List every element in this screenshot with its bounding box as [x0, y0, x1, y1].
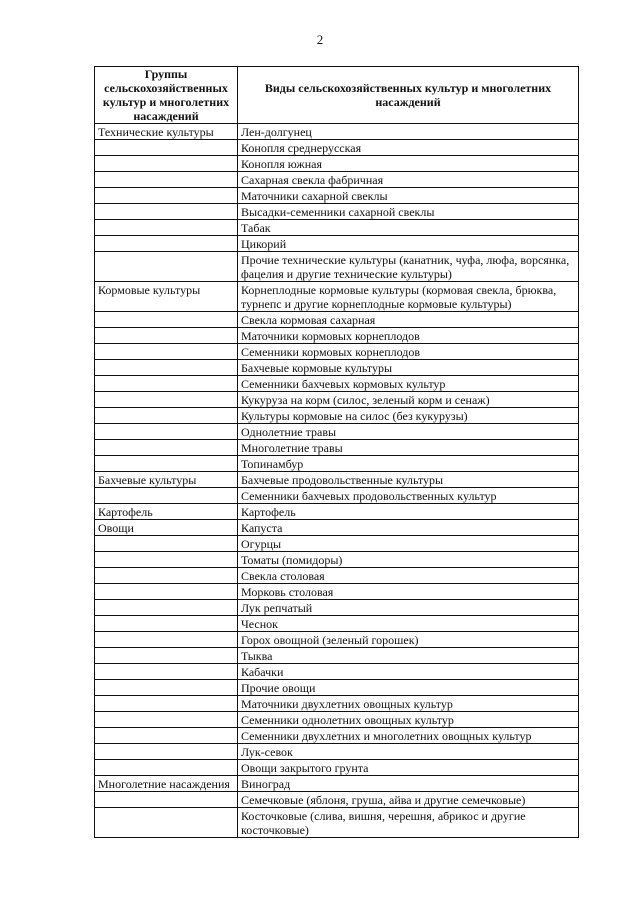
- crop-type-cell: Маточники двухлетних овощных культур: [238, 696, 579, 712]
- crop-type-cell: Семенники однолетних овощных культур: [238, 712, 579, 728]
- table-row: [95, 616, 579, 632]
- group-empty-cell: [95, 680, 238, 696]
- crop-type-cell: Топинамбур: [238, 456, 579, 472]
- group-empty-cell: [95, 328, 238, 344]
- table-row: [95, 568, 579, 584]
- table-row: [95, 392, 579, 408]
- group-empty-cell: [95, 408, 238, 424]
- crop-type-cell: Виноград: [238, 776, 579, 792]
- group-name-cell: Бахчевые культуры: [95, 472, 238, 488]
- group-empty-cell: [95, 312, 238, 328]
- crop-type-cell: Семенники двухлетних и многолетних овощных культур: [238, 728, 579, 744]
- crop-types-table: [94, 66, 579, 838]
- crop-type-cell: Огурцы: [238, 536, 579, 552]
- table-row: [95, 808, 579, 838]
- group-name-cell: Кормовые культуры: [95, 282, 238, 312]
- table-row: [95, 792, 579, 808]
- group-empty-cell: [95, 204, 238, 220]
- group-empty-cell: [95, 728, 238, 744]
- table-row: [95, 696, 579, 712]
- table-header-row: [95, 67, 579, 124]
- crop-type-cell: Маточники кормовых корнеплодов: [238, 328, 579, 344]
- table-row: [95, 472, 579, 488]
- crop-type-cell: Культуры кормовые на силос (без кукурузы): [238, 408, 579, 424]
- table-row: [95, 360, 579, 376]
- crop-type-cell: Овощи закрытого грунта: [238, 760, 579, 776]
- group-empty-cell: [95, 344, 238, 360]
- table-row: [95, 252, 579, 282]
- table-row: [95, 680, 579, 696]
- table-row: [95, 282, 579, 312]
- group-empty-cell: [95, 536, 238, 552]
- page-number: 2: [316, 32, 324, 47]
- crop-type-cell: Косточковые (слива, вишня, черешня, абрикос и другие косточковые): [238, 808, 579, 838]
- table-row: [95, 664, 579, 680]
- crop-type-cell: Семечковые (яблоня, груша, айва и другие семечковые): [238, 792, 579, 808]
- group-empty-cell: [95, 696, 238, 712]
- crop-type-cell: Свекла столовая: [238, 568, 579, 584]
- group-name-cell: Картофель: [95, 504, 238, 520]
- group-empty-cell: [95, 252, 238, 282]
- table-row: [95, 504, 579, 520]
- crop-type-cell: Картофель: [238, 504, 579, 520]
- table-row: [95, 188, 579, 204]
- crop-type-cell: Кабачки: [238, 664, 579, 680]
- group-empty-cell: [95, 236, 238, 252]
- crop-type-cell: Конопля среднерусская: [238, 140, 579, 156]
- crop-type-cell: Маточники сахарной свеклы: [238, 188, 579, 204]
- table-body: [95, 124, 579, 838]
- crop-type-cell: Лен-долгунец: [238, 124, 579, 140]
- table-row: [95, 728, 579, 744]
- group-empty-cell: [95, 392, 238, 408]
- group-empty-cell: [95, 568, 238, 584]
- table-row: [95, 344, 579, 360]
- table-row: [95, 584, 579, 600]
- crop-type-cell: Лук репчатый: [238, 600, 579, 616]
- crop-type-cell: Высадки-семенники сахарной свеклы: [238, 204, 579, 220]
- table-row: [95, 760, 579, 776]
- group-empty-cell: [95, 488, 238, 504]
- crop-type-cell: Свекла кормовая сахарная: [238, 312, 579, 328]
- group-empty-cell: [95, 424, 238, 440]
- group-name-cell: Многолетние насаждения: [95, 776, 238, 792]
- crop-type-cell: Корнеплодные кормовые культуры (кормовая свекла, брюква, турнепс и другие корнеплодные кормовые культуры): [238, 282, 579, 312]
- group-empty-cell: [95, 808, 238, 838]
- group-empty-cell: [95, 188, 238, 204]
- table-row: [95, 520, 579, 536]
- group-empty-cell: [95, 648, 238, 664]
- crop-type-cell: Лук-севок: [238, 744, 579, 760]
- group-empty-cell: [95, 156, 238, 172]
- crop-type-cell: Семенники бахчевых продовольственных культур: [238, 488, 579, 504]
- group-name-cell: Технические культуры: [95, 124, 238, 140]
- table-row: [95, 552, 579, 568]
- table-row: [95, 488, 579, 504]
- table-row: [95, 312, 579, 328]
- table-row: [95, 408, 579, 424]
- crop-type-cell: Горох овощной (зеленый горошек): [238, 632, 579, 648]
- table-row: [95, 376, 579, 392]
- crop-type-cell: Конопля южная: [238, 156, 579, 172]
- crop-type-cell: Бахчевые кормовые культуры: [238, 360, 579, 376]
- crop-type-cell: Тыква: [238, 648, 579, 664]
- table-row: [95, 536, 579, 552]
- group-empty-cell: [95, 456, 238, 472]
- table-row: [95, 172, 579, 188]
- crop-type-cell: Бахчевые продовольственные культуры: [238, 472, 579, 488]
- group-empty-cell: [95, 744, 238, 760]
- crop-type-cell: Цикорий: [238, 236, 579, 252]
- group-empty-cell: [95, 140, 238, 156]
- crop-type-cell: Прочие овощи: [238, 680, 579, 696]
- crop-type-cell: Семенники кормовых корнеплодов: [238, 344, 579, 360]
- group-empty-cell: [95, 792, 238, 808]
- header-groups: Группы сельскохозяйственных культур и многолетних насаждений: [95, 67, 238, 124]
- table-row: [95, 744, 579, 760]
- group-empty-cell: [95, 616, 238, 632]
- group-empty-cell: [95, 712, 238, 728]
- table-row: [95, 600, 579, 616]
- crop-type-cell: Кукуруза на корм (силос, зеленый корм и сенаж): [238, 392, 579, 408]
- table-row: [95, 424, 579, 440]
- table-row: [95, 204, 579, 220]
- group-empty-cell: [95, 376, 238, 392]
- group-empty-cell: [95, 552, 238, 568]
- crop-type-cell: Семенники бахчевых кормовых культур: [238, 376, 579, 392]
- crop-type-cell: Сахарная свекла фабричная: [238, 172, 579, 188]
- table-row: [95, 328, 579, 344]
- table-row: [95, 456, 579, 472]
- header-types: Виды сельскохозяйственных культур и многолетних насаждений: [238, 67, 579, 124]
- group-empty-cell: [95, 172, 238, 188]
- table-row: [95, 776, 579, 792]
- table-row: [95, 236, 579, 252]
- group-empty-cell: [95, 584, 238, 600]
- crop-type-cell: Морковь столовая: [238, 584, 579, 600]
- table-row: [95, 712, 579, 728]
- table-row: [95, 140, 579, 156]
- table-row: [95, 648, 579, 664]
- table-row: [95, 632, 579, 648]
- group-empty-cell: [95, 600, 238, 616]
- group-empty-cell: [95, 360, 238, 376]
- crop-type-cell: Капуста: [238, 520, 579, 536]
- group-empty-cell: [95, 220, 238, 236]
- crop-type-cell: Чеснок: [238, 616, 579, 632]
- group-empty-cell: [95, 664, 238, 680]
- group-empty-cell: [95, 760, 238, 776]
- table-row: [95, 124, 579, 140]
- crop-type-cell: Томаты (помидоры): [238, 552, 579, 568]
- group-name-cell: Овощи: [95, 520, 238, 536]
- group-empty-cell: [95, 632, 238, 648]
- crop-type-cell: Табак: [238, 220, 579, 236]
- table-row: [95, 220, 579, 236]
- group-empty-cell: [95, 440, 238, 456]
- crop-type-cell: Многолетние травы: [238, 440, 579, 456]
- crop-type-cell: Прочие технические культуры (канатник, чуфа, люфа, ворсянка, фацелия и другие технические культуры): [238, 252, 579, 282]
- table-row: [95, 156, 579, 172]
- table-row: [95, 440, 579, 456]
- crop-type-cell: Однолетние травы: [238, 424, 579, 440]
